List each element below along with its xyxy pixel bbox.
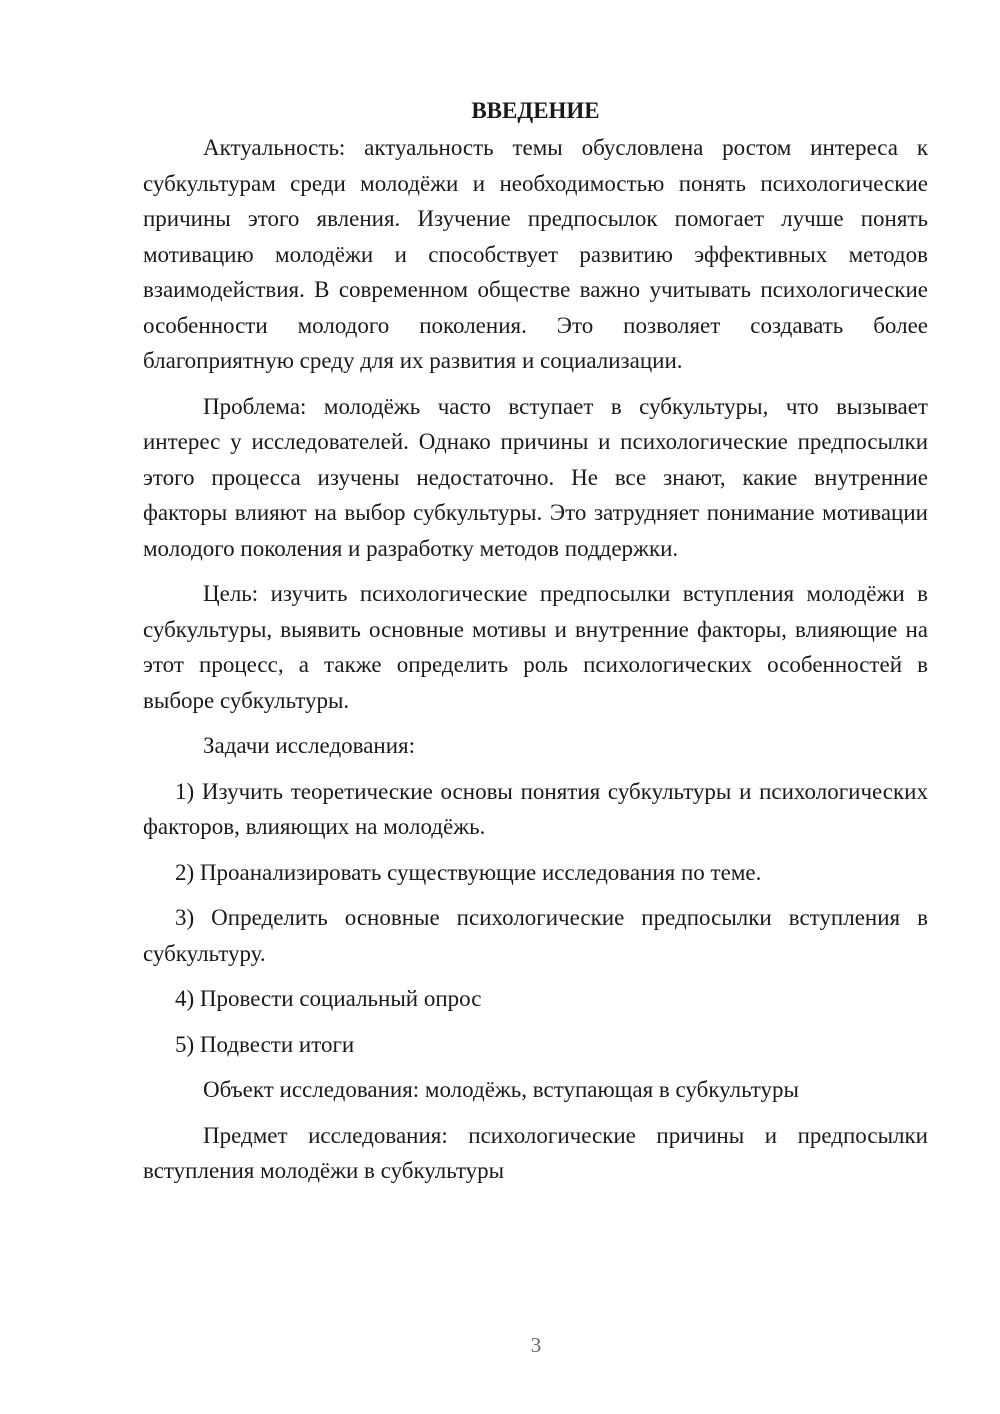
page-content — [143, 96, 928, 1199]
task-item: 2) Проанализировать существующие исследования по теме. — [175, 859, 762, 885]
object-paragraph: Объект исследования: молодёжь, вступающая в субкультуры — [203, 1077, 799, 1102]
tasks-heading: Задачи исследования: — [203, 733, 416, 758]
relevance-paragraph: Актуальность: актуальность темы обусловлена ростом интереса к субкультурам среди молодёжи и необходимостью понять психологические причины этого явления. Изучение предпосылок помогает лучше понять мотивацию молодёжи и способствует развитию эффективных методов взаимодействия. В современном обществе важно учитывать психологические особенности молодого поколения. Это позволяет создавать более благоприятную среду для их развития и социализации. — [143, 135, 928, 373]
task-item: 4) Провести социальный опрос — [175, 986, 482, 1011]
problem-paragraph: Проблема: молодёжь часто вступает в субкультуры, что вызывает интерес у исследователей. Однако причины и психологические предпосылки этого процесса изучены недостаточно. Не все знают, какие внутренние факторы влияют на выбор субкультуры. Это затрудняет понимание мотивации молодого поколения и разработку методов поддержки. — [143, 393, 928, 561]
section-heading: ВВЕДЕНИЕ — [471, 98, 600, 123]
subject-paragraph: Предмет исследования: психологические причины и предпосылки вступления молодёжи в субкультуры — [143, 1122, 928, 1183]
task-item: 1) Изучить теоретические основы понятия субкультуры и психологических факторов, влияющих на молодёжь. — [143, 778, 928, 839]
task-item: 5) Подвести итоги — [175, 1031, 355, 1057]
goal-paragraph: Цель: изучить психологические предпосылки вступления молодёжи в субкультуры, выявить основные мотивы и внутренние факторы, влияющие на этот процесс, а также определить роль психологических особенностей в выборе субкультуры. — [143, 581, 928, 713]
page-number: 3 — [530, 1333, 542, 1357]
task-item: 3) Определить основные психологические предпосылки вступления в субкультуру. — [143, 905, 928, 966]
